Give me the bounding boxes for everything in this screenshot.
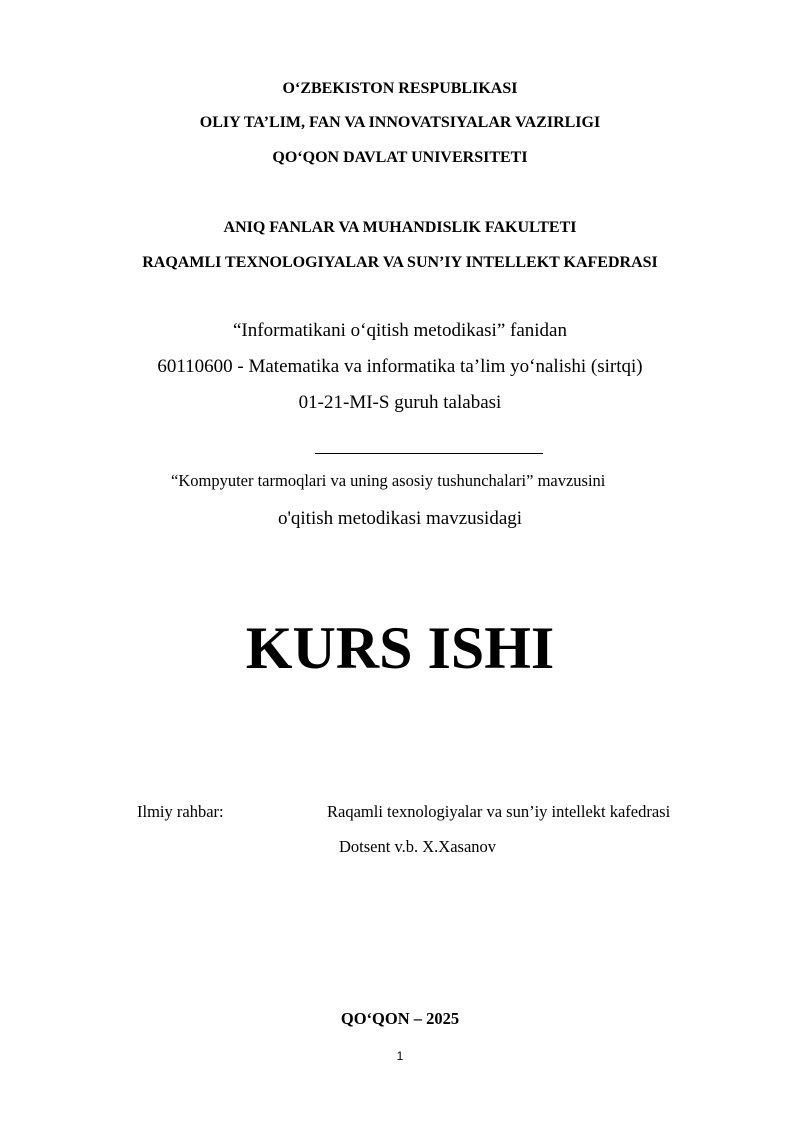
student-name-blank xyxy=(315,453,543,454)
topic-line-1: “Kompyuter tarmoqlari va uning asosiy tushunchalari” mavzusini xyxy=(171,471,606,490)
subject-line: “Informatikani o‘qitish metodikasi” fanidan xyxy=(233,320,567,341)
city-year: QO‘QON – 2025 xyxy=(340,1009,460,1028)
supervisor-department: Raqamli texnologiyalar va sun’iy intellekt kafedrasi xyxy=(327,802,671,821)
supervisor-name: Dotsent v.b. X.Xasanov xyxy=(339,837,497,856)
university-heading: QO‘QON DAVLAT UNIVERSITETI xyxy=(272,149,528,166)
country-heading: O‘ZBEKISTON RESPUBLIKASI xyxy=(282,80,518,97)
program-line: 60110600 - Matematika va informatika ta’lim yo‘nalishi (sirtqi) xyxy=(157,356,643,377)
group-line: 01-21-MI-S guruh talabasi xyxy=(298,392,502,413)
department-heading: RAQAMLI TEXNOLOGIYALAR VA SUN’IY INTELLEKT KAFEDRASI xyxy=(142,254,658,271)
ministry-heading: OLIY TA’LIM, FAN VA INNOVATSIYALAR VAZIRLIGI xyxy=(199,114,601,131)
document-title: KURS ISHI xyxy=(245,615,555,681)
supervisor-label: Ilmiy rahbar: xyxy=(137,802,224,821)
page-number: 1 xyxy=(396,1049,404,1063)
faculty-heading: ANIQ FANLAR VA MUHANDISLIK FAKULTETI xyxy=(223,219,577,236)
topic-line-2: o'qitish metodikasi mavzusidagi xyxy=(277,508,523,529)
